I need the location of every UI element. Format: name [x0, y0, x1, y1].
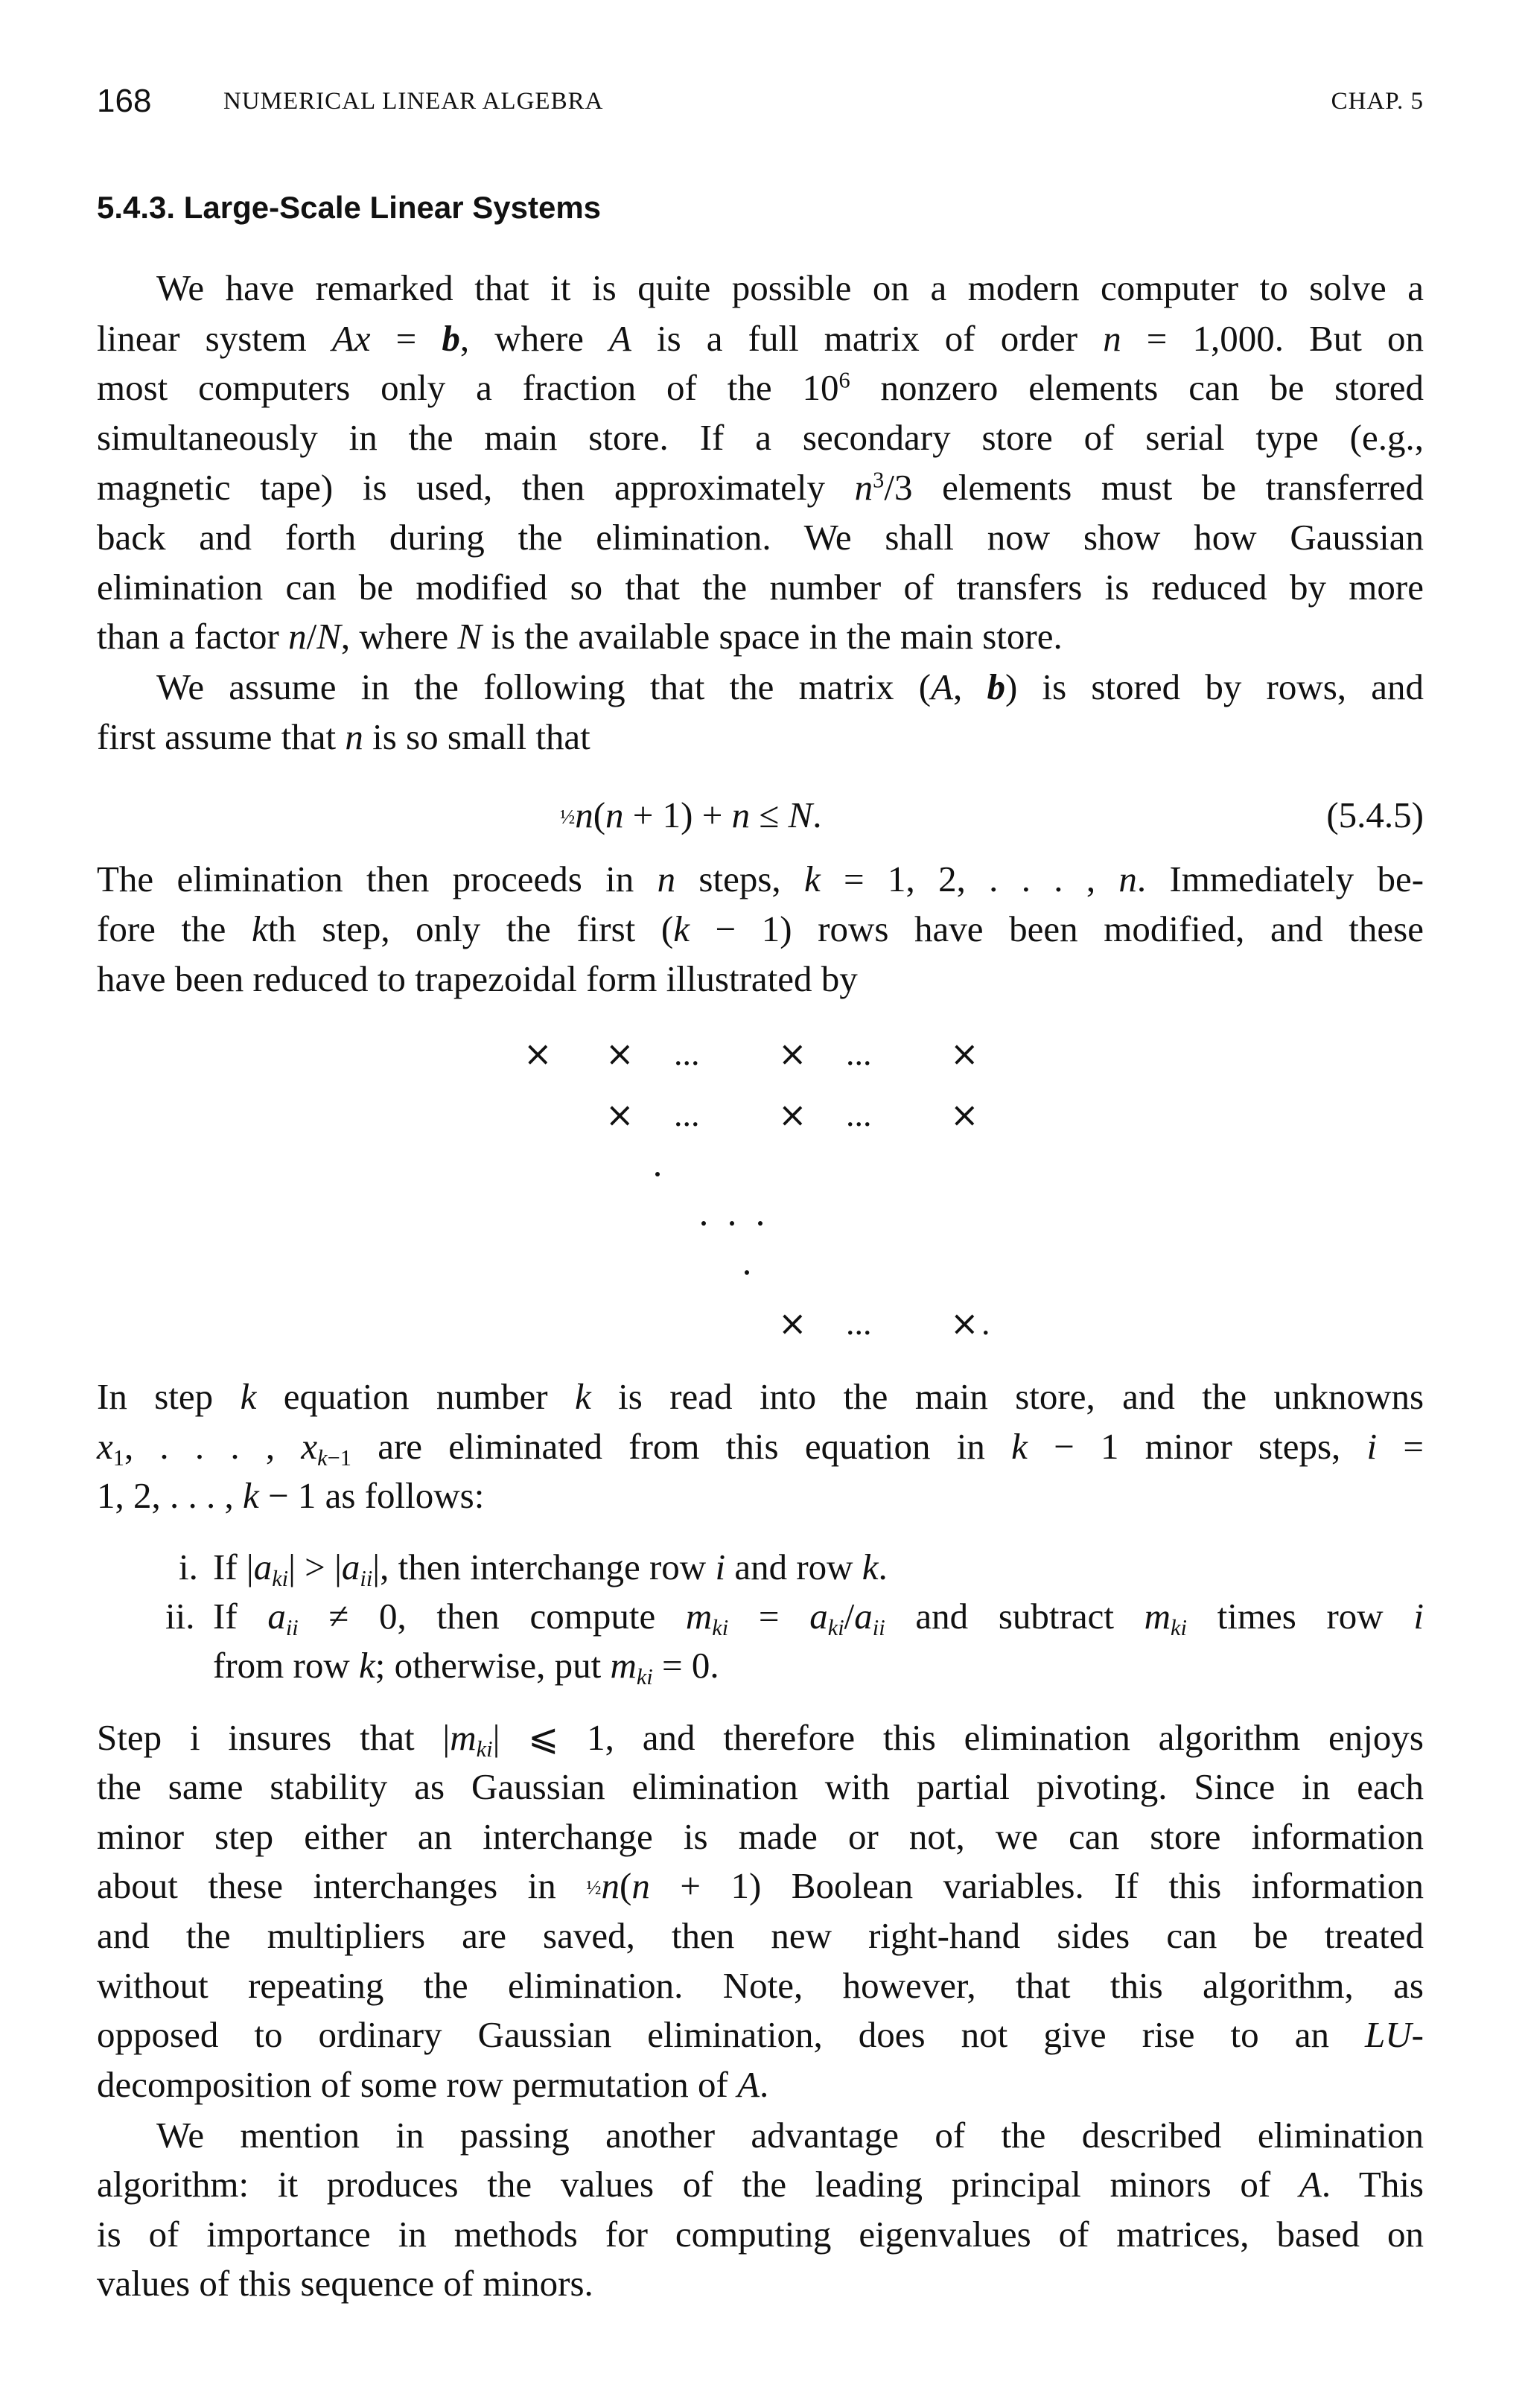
equation-number: (5.4.5)	[1326, 794, 1424, 835]
final-period: .	[981, 1304, 990, 1342]
list-marker: i.	[179, 1547, 198, 1587]
cross-mark: ×	[778, 1095, 807, 1135]
ellipsis: ...	[674, 1034, 700, 1072]
page-number: 168	[97, 83, 152, 119]
dot	[730, 1221, 734, 1226]
ellipsis: ...	[846, 1095, 872, 1133]
cross-mark: ×	[950, 1033, 979, 1074]
dot	[701, 1221, 706, 1226]
dot	[745, 1270, 749, 1275]
ellipsis: ...	[674, 1095, 700, 1133]
cross-mark: ×	[778, 1033, 807, 1074]
section-heading	[97, 185, 1424, 231]
cross-mark: ×	[778, 1303, 807, 1343]
cross-mark: ×	[950, 1303, 979, 1343]
equation-5-4-5: ½n(n + 1) + n ≤ N.	[560, 794, 822, 835]
cross-mark: ×	[523, 1033, 553, 1074]
dot	[758, 1221, 762, 1226]
dot	[655, 1172, 660, 1176]
cross-mark: ×	[950, 1095, 979, 1135]
list-item: If $a_{ii} \ne 0$, then compute $m_{ki} = a_{ki}/a_{ii}$ and subtract $m_{ki}$ times row i	[213, 1596, 1424, 1641]
chapter-label: CHAP. 5	[1331, 88, 1424, 115]
list-marker: ii.	[165, 1596, 195, 1637]
section-number: 5.4.3.	[97, 190, 176, 225]
running-title: NUMERICAL LINEAR ALGEBRA	[223, 88, 604, 115]
section-title: Large-Scale Linear Systems	[183, 190, 602, 225]
ellipsis: ...	[846, 1304, 872, 1342]
cross-mark: ×	[605, 1095, 634, 1135]
list-item: If $|a_{ki}| > |a_{ii}|$, then interchange row i and row k.	[213, 1547, 888, 1592]
cross-mark: ×	[605, 1033, 634, 1074]
ellipsis: ...	[846, 1034, 872, 1072]
